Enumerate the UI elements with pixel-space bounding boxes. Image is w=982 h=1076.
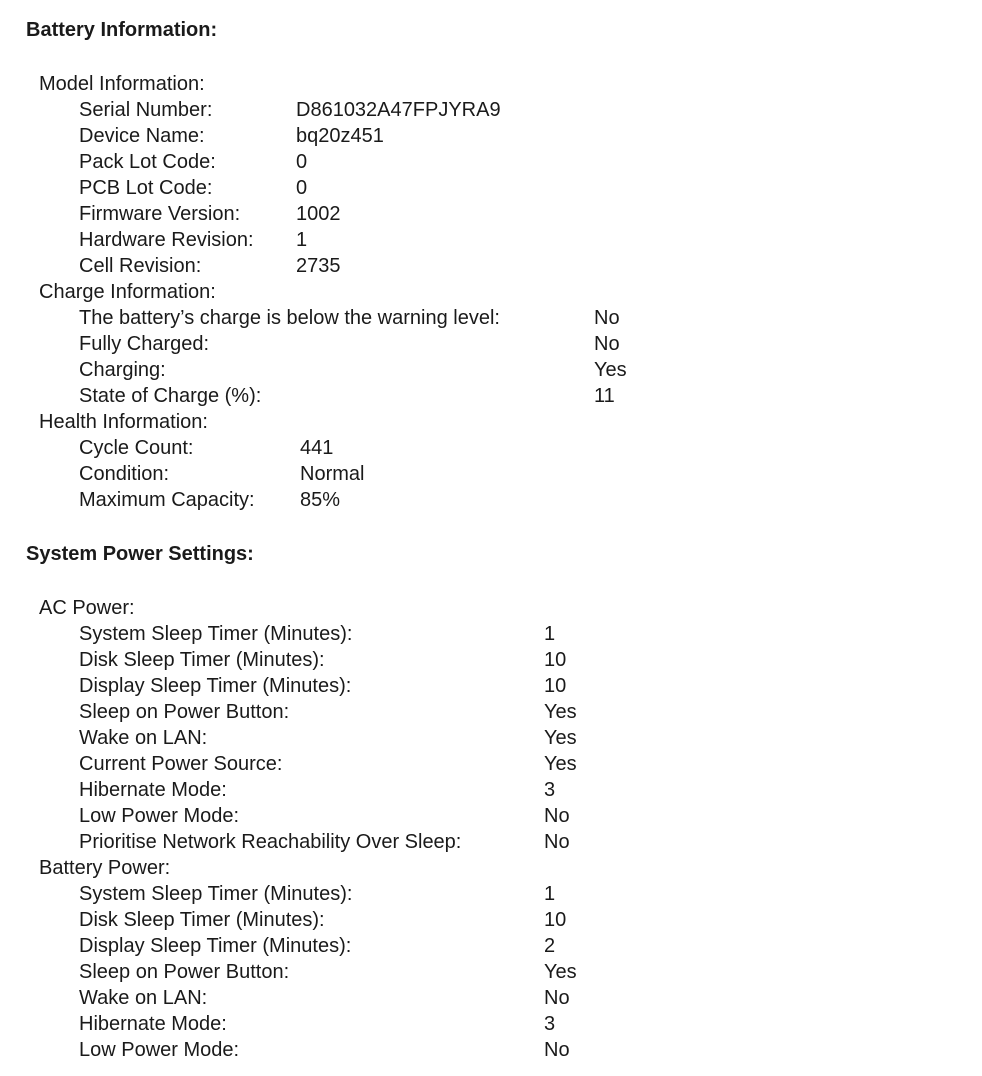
property-value: 441 <box>300 437 334 459</box>
property-value: 11 <box>594 385 615 407</box>
property-value: Yes <box>544 701 577 723</box>
property-key: Display Sleep Timer (Minutes): <box>79 675 352 697</box>
property-key: System Sleep Timer (Minutes): <box>79 623 353 645</box>
property-key: Fully Charged: <box>79 333 210 355</box>
property-key: The battery’s charge is below the warning level: <box>79 307 500 329</box>
property-key: Firmware Version: <box>79 203 241 225</box>
property-key: Display Sleep Timer (Minutes): <box>79 935 352 957</box>
property-value: 85% <box>300 489 341 511</box>
battery-power-label: Battery Power: <box>39 857 171 879</box>
property-value: 1002 <box>296 203 341 225</box>
property-key: Wake on LAN: <box>79 727 208 749</box>
property-key: Low Power Mode: <box>79 1039 240 1061</box>
property-value: 1 <box>544 883 556 905</box>
property-value: 10 <box>544 649 567 671</box>
property-key: State of Charge (%): <box>79 385 262 407</box>
property-value: Yes <box>544 753 577 775</box>
property-value: No <box>544 1039 570 1061</box>
property-key: Pack Lot Code: <box>79 151 216 173</box>
property-key: PCB Lot Code: <box>79 177 213 199</box>
property-value: No <box>544 831 570 853</box>
property-key: Hibernate Mode: <box>79 1013 227 1035</box>
property-key: Prioritise Network Reachability Over Sleep: <box>79 831 462 853</box>
model-information-label: Model Information: <box>39 73 205 95</box>
property-key: Disk Sleep Timer (Minutes): <box>79 649 325 671</box>
property-key: Hibernate Mode: <box>79 779 227 801</box>
property-key: Charging: <box>79 359 166 381</box>
property-value: 10 <box>544 675 567 697</box>
property-value: No <box>544 805 570 827</box>
property-value: 3 <box>544 779 556 801</box>
property-value: 2 <box>544 935 556 957</box>
property-value: Yes <box>544 961 577 983</box>
health-information-label: Health Information: <box>39 411 208 433</box>
property-value: Normal <box>300 463 365 485</box>
property-key: Current Power Source: <box>79 753 283 775</box>
property-key: Sleep on Power Button: <box>79 961 290 983</box>
property-value: 0 <box>296 177 308 199</box>
property-key: Cell Revision: <box>79 255 202 277</box>
property-value: 0 <box>296 151 308 173</box>
property-key: Serial Number: <box>79 99 213 121</box>
battery-information-heading: Battery Information: <box>26 19 218 41</box>
property-value: No <box>594 307 620 329</box>
property-key: Condition: <box>79 463 170 485</box>
property-key: Low Power Mode: <box>79 805 240 827</box>
property-value: 1 <box>296 229 308 251</box>
property-value: 1 <box>544 623 556 645</box>
property-key: Wake on LAN: <box>79 987 208 1009</box>
property-value: 2735 <box>296 255 341 277</box>
property-value: bq20z451 <box>296 125 384 147</box>
ac-power-label: AC Power: <box>39 597 135 619</box>
property-key: Disk Sleep Timer (Minutes): <box>79 909 325 931</box>
property-value: 10 <box>544 909 567 931</box>
system-power-settings-heading: System Power Settings: <box>26 543 254 565</box>
property-value: 3 <box>544 1013 556 1035</box>
property-value: Yes <box>594 359 627 381</box>
property-key: Device Name: <box>79 125 205 147</box>
property-key: Cycle Count: <box>79 437 194 459</box>
property-key: System Sleep Timer (Minutes): <box>79 883 353 905</box>
property-key: Hardware Revision: <box>79 229 254 251</box>
property-value: No <box>544 987 570 1009</box>
charge-information-label: Charge Information: <box>39 281 216 303</box>
property-value: Yes <box>544 727 577 749</box>
property-value: D861032A47FPJYRA9 <box>296 99 501 121</box>
property-key: Maximum Capacity: <box>79 489 255 511</box>
property-key: Sleep on Power Button: <box>79 701 290 723</box>
property-value: No <box>594 333 620 355</box>
